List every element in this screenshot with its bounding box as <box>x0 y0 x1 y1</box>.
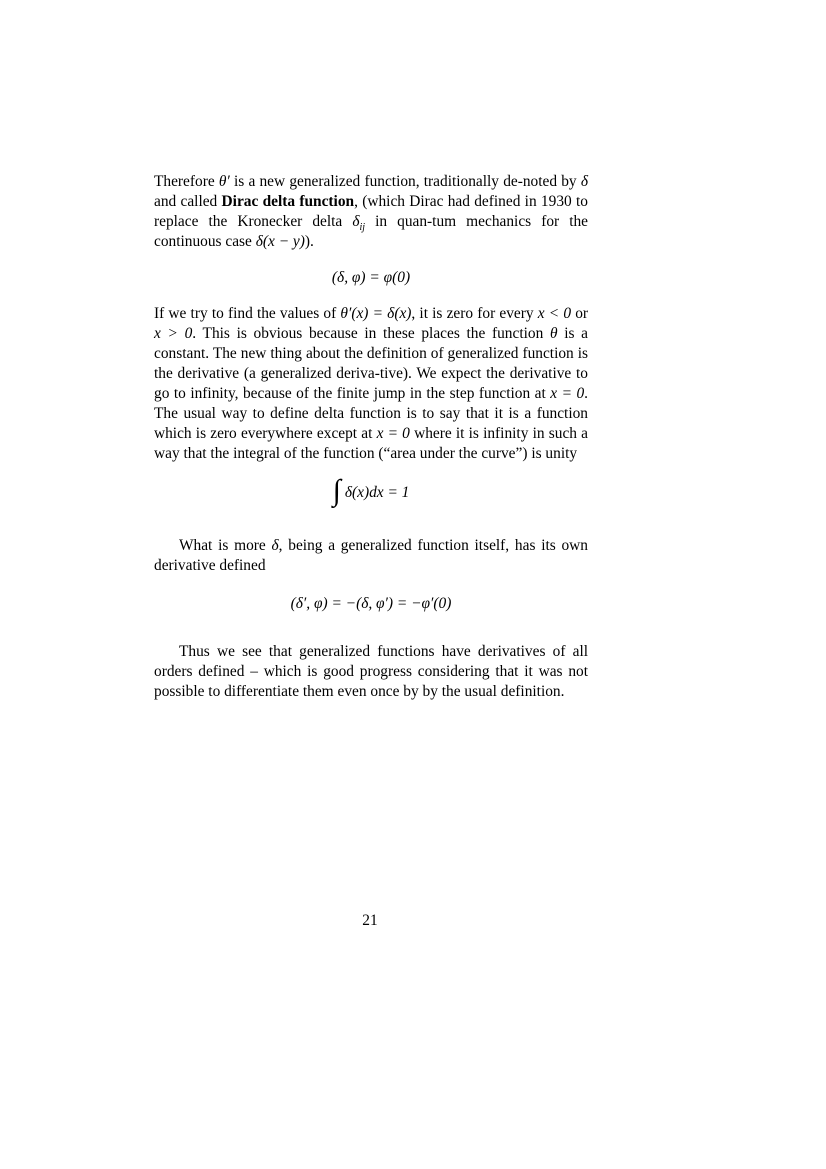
math-x-less-zero: x < 0 <box>537 305 572 322</box>
math-theta-prime-equals-delta: θ′(x) = δ(x) <box>340 305 412 322</box>
page-number-text: 21 <box>362 912 378 929</box>
equation-delta-phi <box>154 268 588 288</box>
math-theta-prime: θ′ <box>218 173 230 190</box>
text-span: , it is zero for every <box>411 305 538 322</box>
text-span: If we try to find the values of <box>154 305 341 322</box>
text-span: and called <box>154 193 222 210</box>
text-span: , being a generalized function itself, has its own derivative defined <box>154 537 588 574</box>
equation-integral-unity <box>154 474 588 508</box>
paragraph-delta-derivative <box>154 536 588 576</box>
equation-delta-prime <box>154 594 588 614</box>
integral-sign-icon: ∫ <box>332 474 341 507</box>
math-delta-x-minus-y: δ(x − y) <box>255 233 305 250</box>
text-span: is a new generalized function, traditionally de-noted by <box>229 173 581 190</box>
math-x-greater-zero: x > 0 <box>154 325 193 342</box>
text-span: or <box>571 305 589 322</box>
math-kronecker-delta: δ <box>352 213 360 230</box>
text-span: , (which Dirac had defined in 1930 to replace the Kronecker delta <box>154 193 588 230</box>
paragraph-delta-values <box>154 304 588 464</box>
math-delta: δ <box>271 537 279 554</box>
document-body <box>154 172 588 702</box>
math-x-equals-zero: x = 0 <box>376 425 410 442</box>
text-span: where it is infinity in such a way that the integral of the function (“area under the curve”) is unity <box>154 425 588 462</box>
math-theta: θ <box>549 325 558 342</box>
equation-text: (δ′, φ) = −(δ, φ′) = −φ′(0) <box>290 595 452 612</box>
equation-text: δ(x)dx = 1 <box>344 484 410 501</box>
math-x-equals-zero: x = 0 <box>550 385 585 402</box>
text-span: in quan-tum mechanics for the continuous case <box>154 213 589 250</box>
paragraph-conclusion: Thus we see that generalized functions have derivatives of all orders defined – which is good progress considering that it was not possible to differentiate them even once by by the usual definition. <box>154 643 588 700</box>
page-number <box>0 912 826 930</box>
paragraph-dirac-definition <box>154 172 588 252</box>
bold-term-dirac-delta: Dirac delta function <box>221 193 355 210</box>
text-span: . The usual way to define delta function is to say that it is a function which is zero everywhere except at <box>154 385 589 442</box>
text-span: is a constant. The new thing about the definition of generalized function is the derivative (a generalized deriva-tive). We expect the derivative to go to infinity, because of the finite jump in the step function at <box>154 325 589 402</box>
math-subscript-ij: ij <box>359 222 366 234</box>
text-span: . This is obvious because in these places the function <box>192 325 550 342</box>
equation-text: (δ, φ) = φ(0) <box>331 269 411 286</box>
math-delta: δ <box>580 173 588 190</box>
text-span: ). <box>304 233 314 250</box>
text-span: Therefore <box>154 173 219 190</box>
text-span: What is more <box>179 537 272 554</box>
